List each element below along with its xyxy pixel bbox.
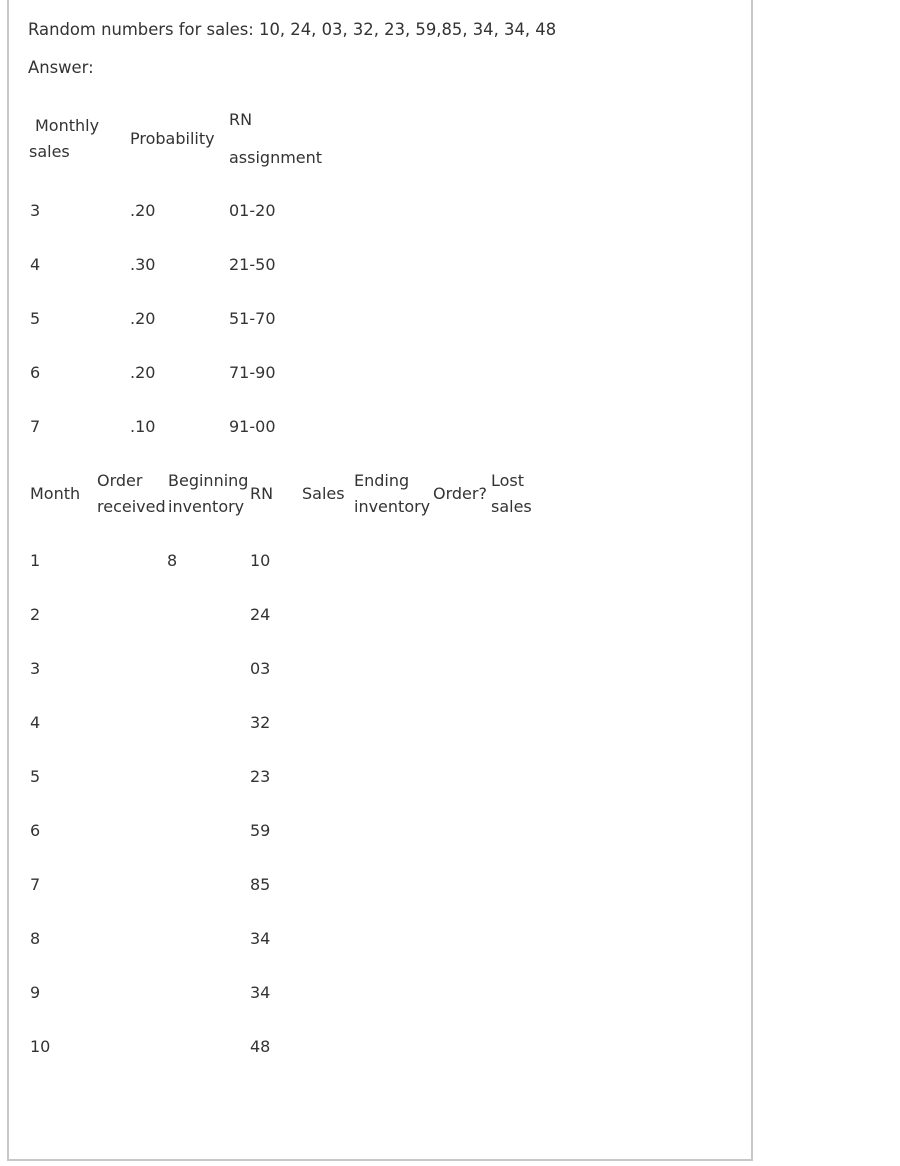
table-cell-sales: 3 (30, 201, 41, 220)
table-cell-rn: 51-70 (229, 309, 276, 328)
table-cell-rn: 48 (250, 1037, 271, 1056)
header-beginning-line2: inventory (168, 497, 245, 516)
table-cell-rn: 01-20 (229, 201, 276, 220)
question-intro: Random numbers for sales: 10, 24, 03, 32, 23, 59,85, 34, 34, 48 (28, 20, 557, 39)
header-rn: RN (250, 484, 274, 503)
table-cell-rn: 10 (250, 551, 271, 570)
header-rn-line1: RN (229, 110, 253, 129)
header-ending-line1: Ending (354, 471, 410, 490)
header-probability: Probability (130, 129, 215, 148)
table-cell-month: 9 (30, 983, 41, 1002)
header-beginning-line1: Beginning (168, 471, 249, 490)
table-cell-month: 7 (30, 875, 41, 894)
header-order-line2: received (97, 497, 166, 516)
table-cell-month: 3 (30, 659, 41, 678)
answer-label: Answer: (28, 58, 94, 77)
table-cell-month: 8 (30, 929, 41, 948)
table-cell-probability: .20 (130, 363, 156, 382)
table-cell-month: 1 (30, 551, 41, 570)
table-cell-probability: .20 (130, 309, 156, 328)
table-cell-month: 6 (30, 821, 41, 840)
table-cell-rn: 85 (250, 875, 271, 894)
table-cell-sales: 7 (30, 417, 41, 436)
table-cell-month: 4 (30, 713, 41, 732)
header-ending-inventory (354, 468, 430, 520)
table-cell-rn: 59 (250, 821, 271, 840)
table-cell-rn: 71-90 (229, 363, 276, 382)
table-cell-rn: 91-00 (229, 417, 276, 436)
header-order-line1: Order (97, 471, 143, 490)
header-lost-line1: Lost (491, 471, 525, 490)
header-ending-line2: inventory (354, 497, 431, 516)
header-sales: Sales (302, 484, 345, 503)
header-monthly-sales (29, 113, 119, 165)
table-cell-rn: 32 (250, 713, 271, 732)
header-order-question: Order? (433, 484, 487, 503)
table-cell-probability: .30 (130, 255, 156, 274)
table-cell-rn: 03 (250, 659, 271, 678)
table-cell-month: 5 (30, 767, 41, 786)
table-cell-rn: 24 (250, 605, 271, 624)
header-month: Month (30, 484, 81, 503)
header-monthly-sales-line2: sales (29, 142, 70, 161)
header-rn-assignment (229, 107, 322, 171)
table-cell-month: 2 (30, 605, 41, 624)
table-cell-sales: 5 (30, 309, 41, 328)
header-order-received (97, 468, 166, 520)
question-panel (7, 0, 753, 1161)
table-cell-probability: .20 (130, 201, 156, 220)
header-beginning-inventory (168, 468, 248, 520)
header-lost-line2: sales (491, 497, 532, 516)
header-monthly-sales-line1: Monthly (35, 116, 100, 135)
table-cell-rn: 34 (250, 983, 271, 1002)
table-cell-rn: 23 (250, 767, 271, 786)
table-cell-sales: 4 (30, 255, 41, 274)
table-cell-beginning: 8 (167, 551, 178, 570)
table-cell-rn: 34 (250, 929, 271, 948)
header-rn-line2: assignment (229, 148, 323, 167)
table-cell-month: 10 (30, 1037, 51, 1056)
table-cell-probability: .10 (130, 417, 156, 436)
table-cell-rn: 21-50 (229, 255, 276, 274)
header-lost-sales (491, 468, 532, 520)
table-cell-sales: 6 (30, 363, 41, 382)
